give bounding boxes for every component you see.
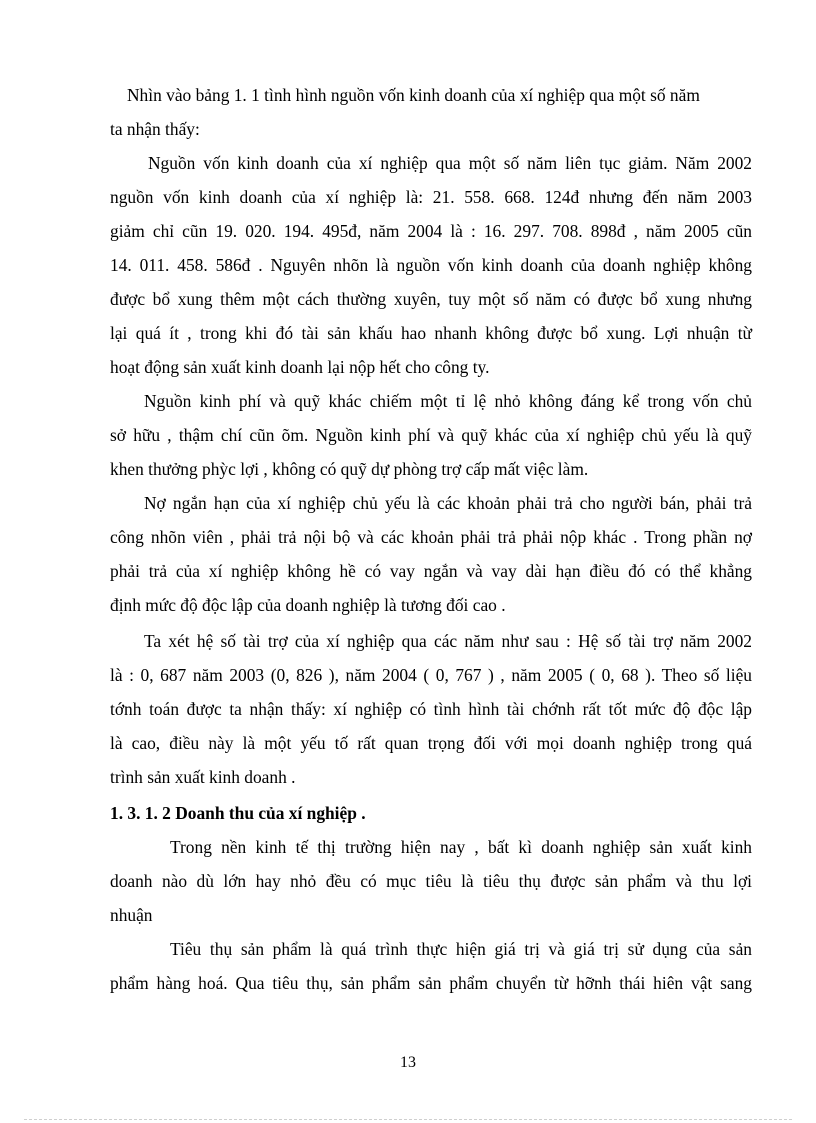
text-line: ta nhận thấy: [110,119,200,139]
page-number: 13 [400,1054,416,1071]
text-line: nhuận [110,905,153,925]
section-heading: 1. 3. 1. 2 Doanh thu của xí nghiệp . [110,803,366,823]
text-line: Trong nền kinh tế thị trường hiện nay , bất kì doanh nghiệp sản xuất kinh [170,837,752,857]
text-line: được bổ xung thêm một cách thường xuyên, tuy một số năm có được bổ xung nhưng [110,289,752,309]
text-line: phải trả của xí nghiệp không hề có vay ngắn và vay dài hạn điều đó có thể khẳng [110,561,752,581]
text-line: nguồn vốn kinh doanh của xí nghiệp là: 21. 558. 668. 124đ nhưng đến năm 2003 [110,187,752,207]
text-line: phẩm hàng hoá. Qua tiêu thụ, sản phẩm sản phẩm chuyển từ hỡnh thái hiên vật sang [110,973,752,993]
text-line: lại quá ít , trong khi đó tài sản khấu hao nhanh không được bổ xung. Lợi nhuận từ [110,323,752,343]
text-line: hoạt động sản xuất kinh doanh lại nộp hết cho công ty. [110,357,490,377]
text-line: công nhõn viên , phải trả nội bộ và các khoản phải trả phải nộp khác . Trong phần nợ [110,527,752,547]
text-line: là cao, điều này là một yếu tố rất quan trọng đối với mọi doanh nghiệp trong quá [110,733,752,753]
text-line: Ta xét hệ số tài trợ của xí nghiệp qua các năm như sau : Hệ số tài trợ năm 2002 [144,631,752,651]
text-line: trình sản xuất kinh doanh . [110,767,296,787]
text-line: Nợ ngắn hạn của xí nghiệp chủ yếu là các khoản phải trả cho người bán, phải trả [144,493,752,513]
text-line: doanh nào dù lớn hay nhỏ đều có mục tiêu là tiêu thụ được sản phẩm và thu lợi [110,871,752,891]
text-line: là : 0, 687 năm 2003 (0, 826 ), năm 2004 ( 0, 767 ) , năm 2005 ( 0, 68 ). Theo số liệu [110,665,752,685]
text-line: 14. 011. 458. 586đ . Nguyên nhõn là nguồn vốn kinh doanh của doanh nghiệp không [110,255,752,275]
page-bottom-divider [24,1119,792,1120]
text-line: Nhìn vào bảng 1. 1 tình hình nguồn vốn kinh doanh của xí nghiệp qua một số năm [127,85,700,105]
text-line: khen thưởng phỳc lợi , không có quỹ dự phòng trợ cấp mất việc làm. [110,459,589,479]
text-line: sở hữu , thậm chí cũn õm. Nguồn kinh phí và quỹ khác của xí nghiệp chủ yếu là quỹ [110,425,752,445]
text-line: định mức độ độc lập của doanh nghiệp là tương đối cao . [110,595,506,615]
text-line: Tiêu thụ sản phẩm là quá trình thực hiện giá trị và giá trị sử dụng của sản [170,939,752,959]
text-line: Nguồn vốn kinh doanh của xí nghiệp qua một số năm liên tục giảm. Năm 2002 [148,153,752,173]
text-line: tớnh toán được ta nhận thấy: xí nghiệp có tình hình tài chớnh rất tốt mức độ độc lập [110,699,752,719]
text-line: giảm chỉ cũn 19. 020. 194. 495đ, năm 2004 là : 16. 297. 708. 898đ , năm 2005 cũn [110,221,752,241]
text-line: Nguồn kinh phí và quỹ khác chiếm một tỉ lệ nhỏ không đáng kể trong vốn chủ [144,391,752,411]
